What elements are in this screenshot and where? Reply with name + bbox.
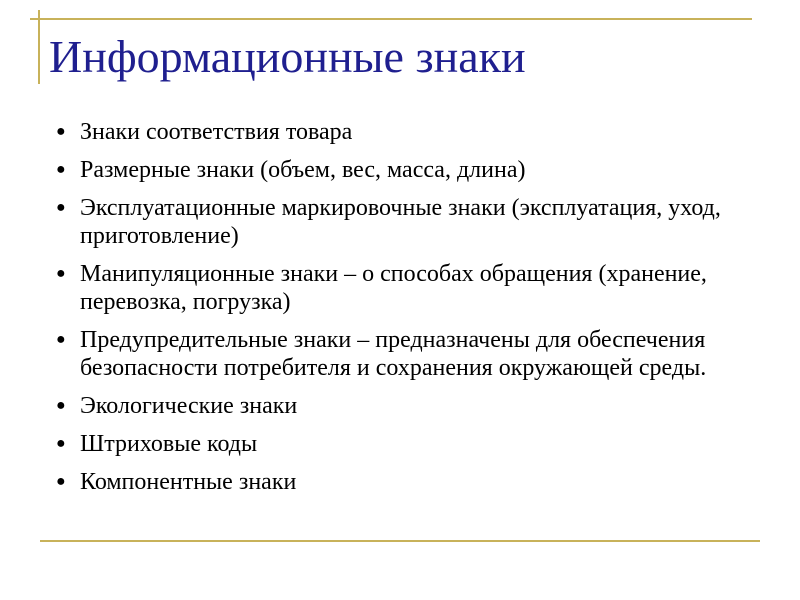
bullet-icon: ● — [56, 473, 66, 490]
list-item — [56, 260, 786, 316]
list-item-text: Штриховые коды — [80, 431, 258, 457]
bullet-icon: ● — [56, 199, 66, 216]
bullet-icon: ● — [56, 397, 66, 414]
bullet-list — [56, 118, 786, 506]
list-item — [56, 118, 786, 146]
list-item — [56, 468, 786, 496]
list-item — [56, 194, 786, 250]
bullet-icon: ● — [56, 265, 66, 282]
list-item-text: Размерные знаки (объем, вес, масса, длина) — [80, 157, 526, 183]
left-rule — [38, 10, 40, 84]
list-item-text: Эксплуатационные маркировочные знаки (эксплуатация, уход, приготовление) — [80, 195, 721, 249]
list-item-text: Компонентные знаки — [80, 469, 297, 495]
bottom-rule — [40, 540, 760, 542]
slide-title: Информационные знаки — [49, 31, 526, 82]
bullet-icon: ● — [56, 331, 66, 348]
list-item — [56, 392, 786, 420]
list-item — [56, 326, 786, 382]
list-item-text: Предупредительные знаки – предназначены для обеспечения безопасности потребителя и сохранения окружающей среды. — [80, 327, 707, 381]
list-item — [56, 156, 786, 184]
bullet-icon: ● — [56, 161, 66, 178]
list-item-text: Манипуляционные знаки – о способах обращения (хранение, перевозка, погрузка) — [80, 261, 707, 315]
top-rule — [30, 18, 752, 20]
list-item — [56, 430, 786, 458]
bullet-icon: ● — [56, 123, 66, 140]
list-item-text: Знаки соответствия товара — [80, 119, 353, 145]
list-item-text: Экологические знаки — [80, 393, 298, 419]
bullet-icon: ● — [56, 435, 66, 452]
